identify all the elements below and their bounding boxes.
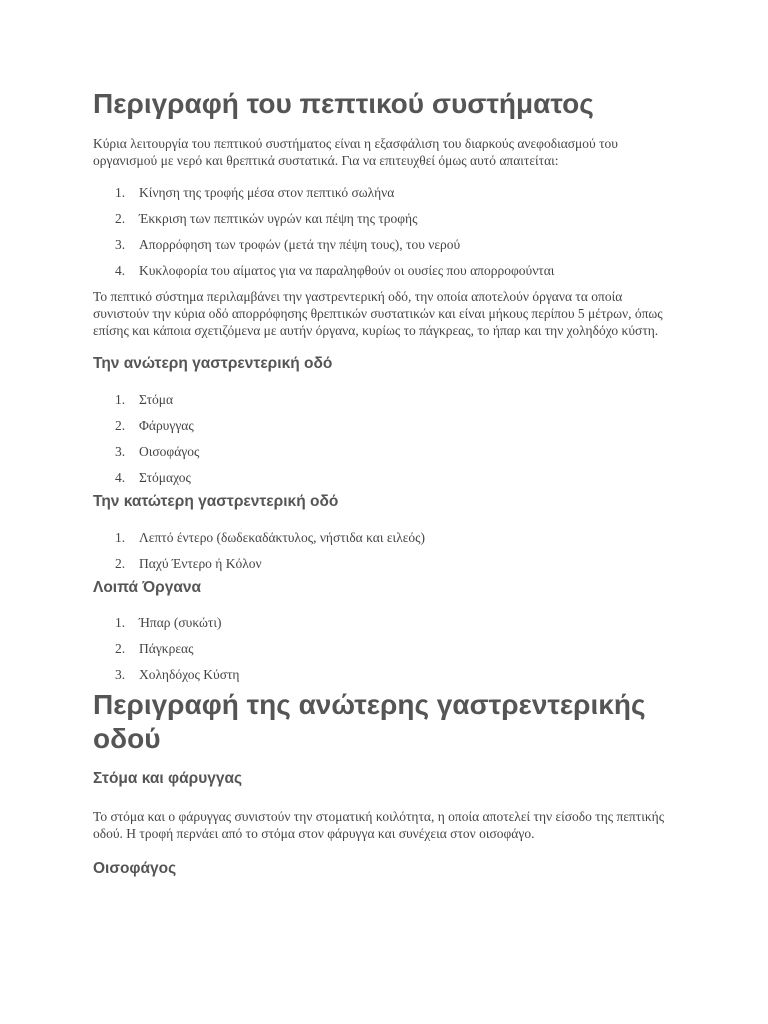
list-item-text: Φάρυγγας <box>139 418 194 433</box>
list-item-text: Χοληδόχος Κύστη <box>139 667 240 682</box>
document-page <box>93 0 673 879</box>
list-item <box>93 391 673 408</box>
list-item-number: 2. <box>115 641 126 656</box>
list-item <box>93 443 673 460</box>
functions-list <box>93 184 673 279</box>
section-heading-mouth-pharynx: Στόμα και φάρυγγας <box>93 770 243 787</box>
list-item-number: 3. <box>115 667 126 682</box>
list-item-number: 4. <box>115 470 126 485</box>
section-title-upper-tract-description: Περιγραφή της ανώτερης γαστρεντερικής οδού <box>93 689 646 754</box>
list-item-number: 1. <box>115 530 126 545</box>
intro-paragraph: Κύρια λειτουργία του πεπτικού συστήματος είναι η εξασφάλιση του διαρκούς ανεφοδιασμού του οργανισμού με νερό και θρεπτικά συστατικά. Για να επιτευχθεί όμως αυτό απαιτείται: <box>93 136 618 168</box>
list-item <box>93 640 673 657</box>
list-item-number: 1. <box>115 392 126 407</box>
list-item <box>93 529 673 546</box>
mouth-paragraph: Το στόμα και ο φάρυγγας συνιστούν την στοματική κοιλότητα, η οποία αποτελεί την είσοδο της πεπτικής οδού. Η τροφή περνάει από το στόμα στον φάρυγγα και συνέχεια στον οισοφάγο. <box>93 809 665 841</box>
list-item <box>93 614 673 631</box>
list-item <box>93 555 673 572</box>
list-item-number: 2. <box>115 556 126 571</box>
list-item <box>93 210 673 227</box>
list-item <box>93 184 673 201</box>
list-item-number: 3. <box>115 444 126 459</box>
list-item-text: Ήπαρ (συκώτι) <box>139 615 222 630</box>
list-item <box>93 469 673 486</box>
system-paragraph: Το πεπτικό σύστημα περιλαμβάνει την γαστρεντερική οδό, την οποία αποτελούν όργανα τα οποία συνιστούν την κύρια οδό απορρόφησης θρεπτικών συστατικών και είναι μήκους περίπου 5 μέτρων, όπως επίσης και κάποια σχετιζόμενα με αυτήν όργανα, κυρίως το πάγκρεας, το ήπαρ και την χοληδόχο κύστη. <box>93 289 663 338</box>
list-item-number: 1. <box>115 615 126 630</box>
page-title: Περιγραφή του πεπτικού συστήματος <box>93 88 594 119</box>
list-item <box>93 417 673 434</box>
section-heading-lower-tract: Την κατώτερη γαστρεντερική οδό <box>93 493 339 510</box>
section-heading-upper-tract: Την ανώτερη γαστρεντερική οδό <box>93 355 333 372</box>
lower-tract-list <box>93 529 673 572</box>
list-item-text: Στόμα <box>139 392 174 407</box>
list-item <box>93 666 673 683</box>
list-item-text: Οισοφάγος <box>139 444 200 459</box>
list-item-text: Λεπτό έντερο (δωδεκαδάκτυλος, νήστιδα και ειλεός) <box>139 530 425 545</box>
list-item-number: 1. <box>115 185 126 200</box>
list-item-number: 3. <box>115 237 126 252</box>
list-item-text: Κυκλοφορία του αίματος για να παραληφθούν οι ουσίες που απορροφούνται <box>139 263 555 278</box>
list-item-text: Παχύ Έντερο ή Κόλον <box>139 556 262 571</box>
list-item-text: Πάγκρεας <box>139 641 194 656</box>
upper-tract-list <box>93 391 673 486</box>
list-item-number: 2. <box>115 211 126 226</box>
list-item-text: Έκκριση των πεπτικών υγρών και πέψη της τροφής <box>139 211 418 226</box>
list-item-text: Κίνηση της τροφής μέσα στον πεπτικό σωλήνα <box>139 185 395 200</box>
section-heading-other-organs: Λοιπά Όργανα <box>93 579 202 596</box>
list-item <box>93 236 673 253</box>
other-organs-list <box>93 614 673 683</box>
list-item-text: Στόμαχος <box>139 470 191 485</box>
list-item-number: 4. <box>115 263 126 278</box>
section-heading-esophagus: Οισοφάγος <box>93 860 177 877</box>
list-item <box>93 262 673 279</box>
list-item-number: 2. <box>115 418 126 433</box>
list-item-text: Απορρόφηση των τροφών (μετά την πέψη τους), του νερού <box>139 237 461 252</box>
